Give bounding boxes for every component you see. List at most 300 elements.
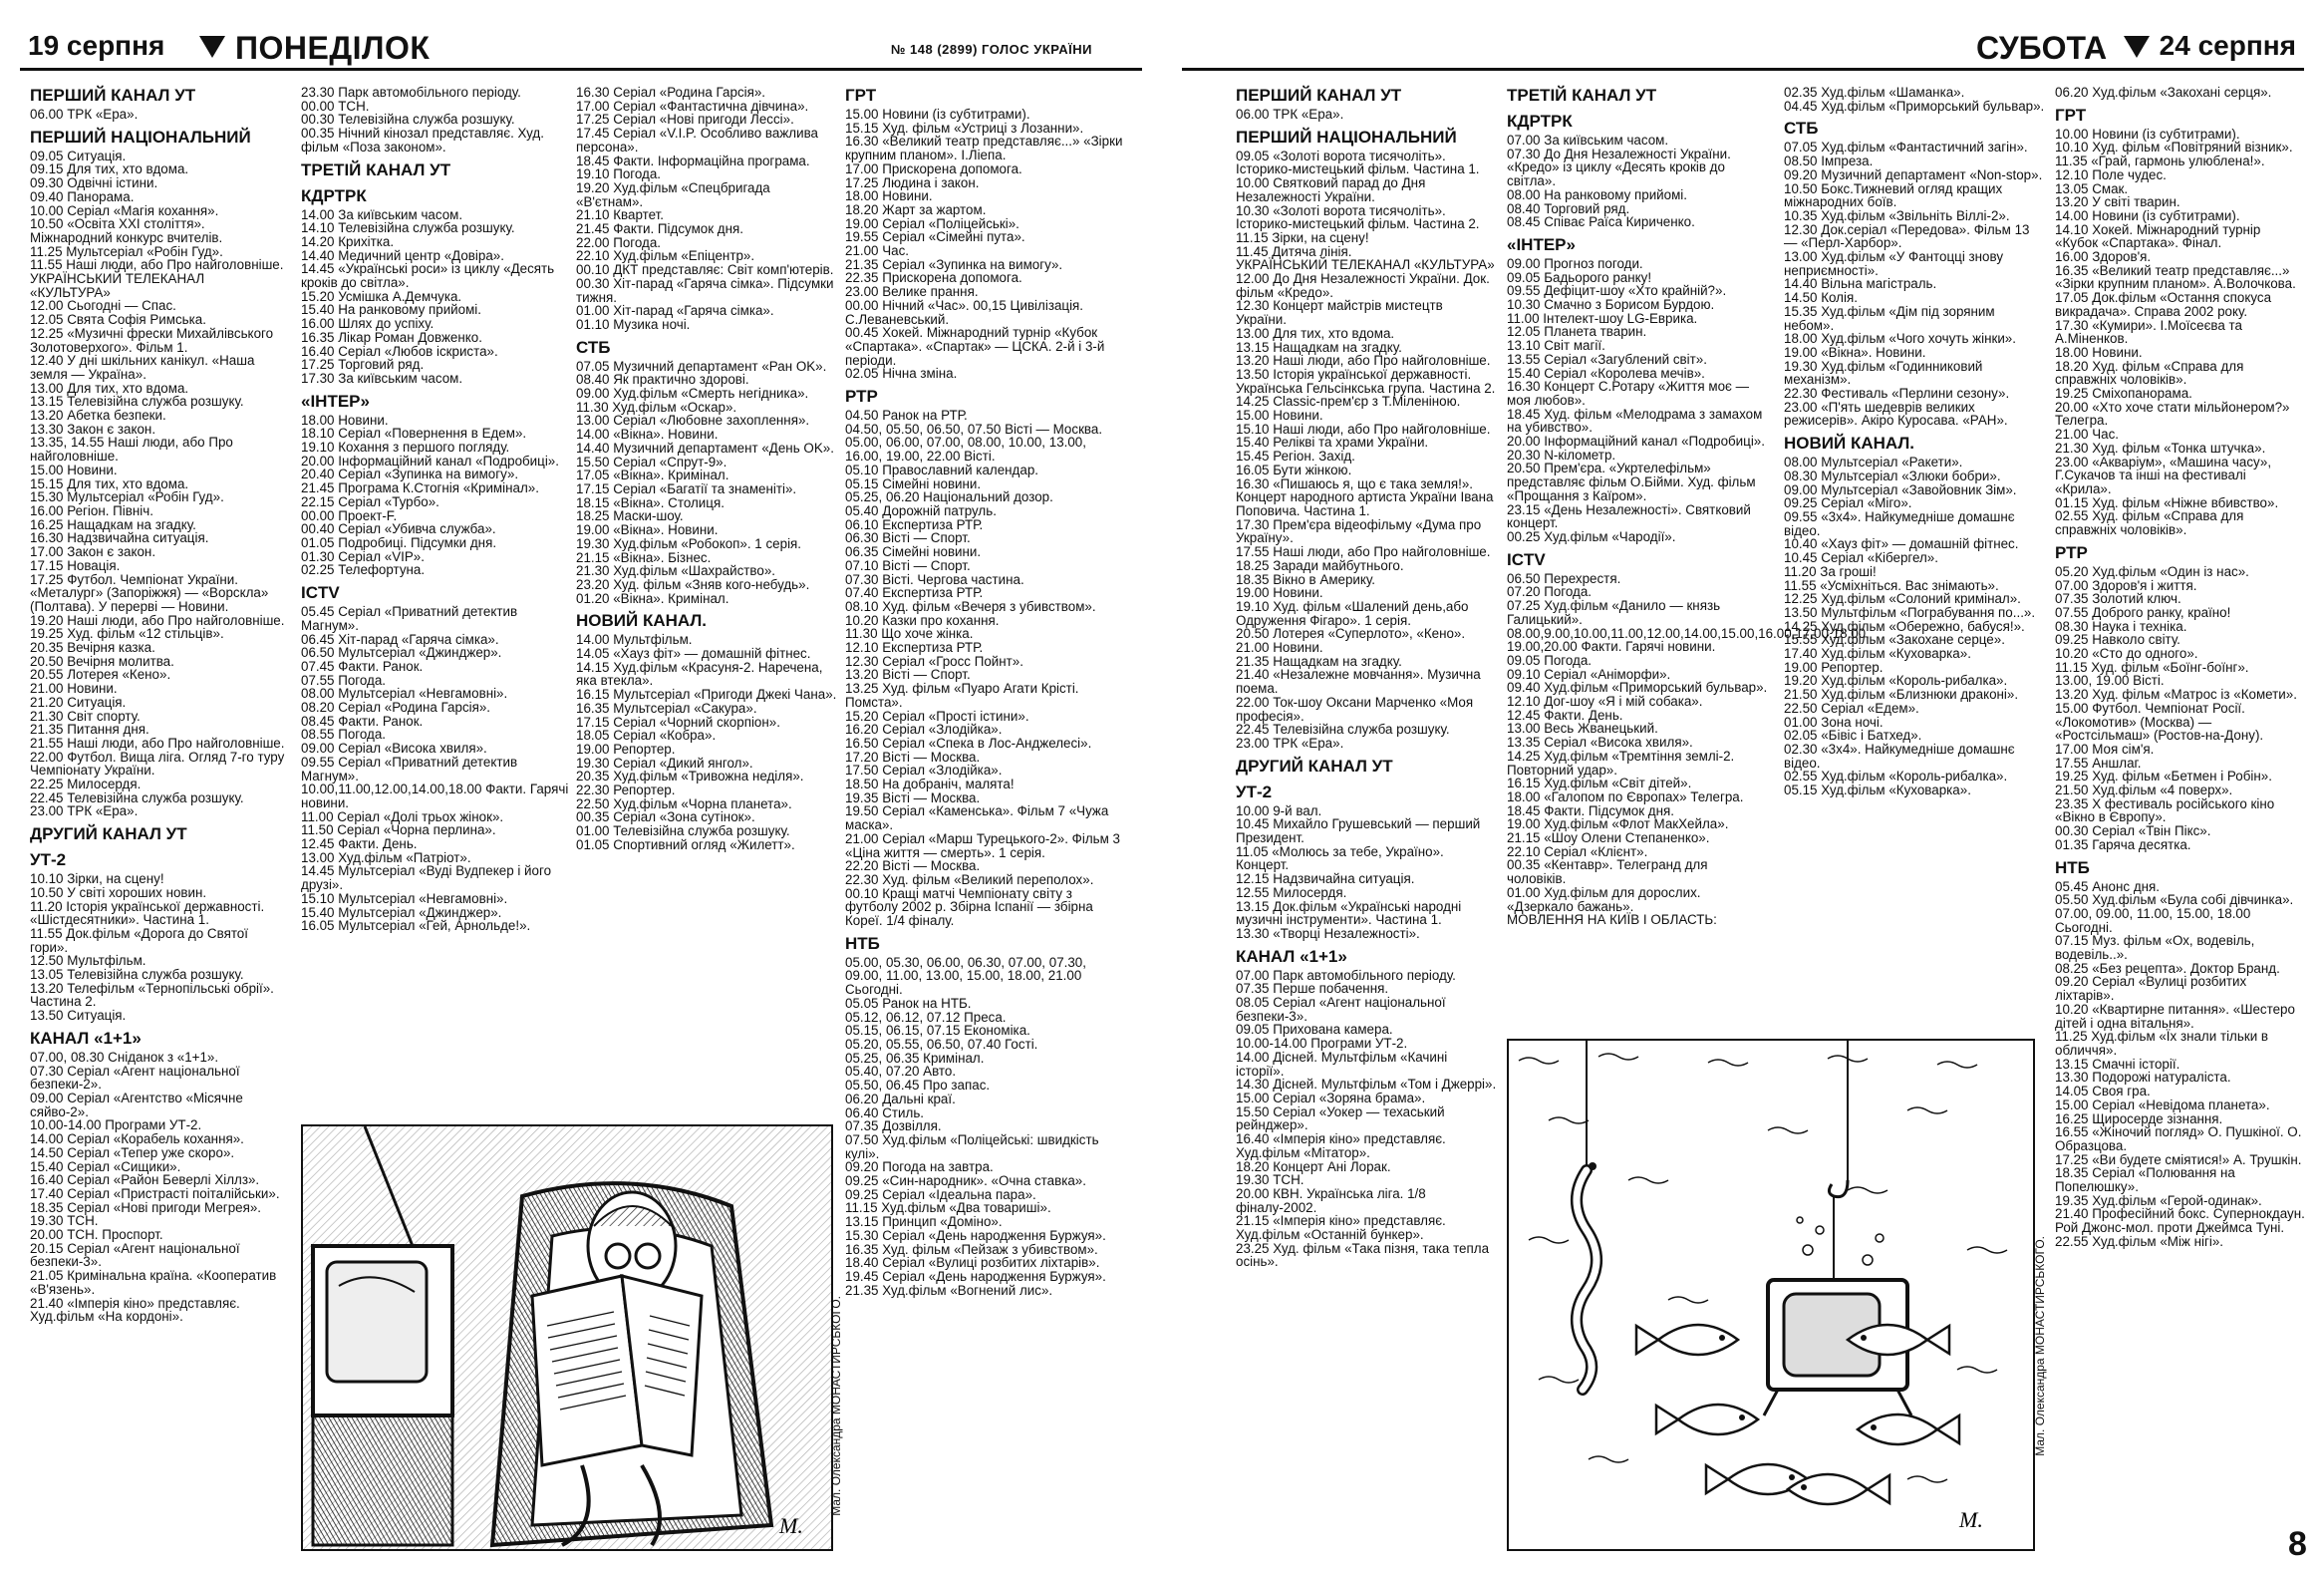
program-entry: 10.00 Серіал «Магія кохання». xyxy=(30,202,219,218)
program-entry: 18.45 Факти. Підсумок дня. xyxy=(1507,802,1674,818)
program-entry: 21.50 Худ.фільм «4 поверх». xyxy=(2055,783,2233,798)
channel-heading: ПЕРШИЙ КАНАЛ УТ xyxy=(1236,86,1402,105)
program-entry: 23.35 Х фестиваль російського кіно «Вікно в Європу». xyxy=(2055,795,2275,825)
channel-heading: СТБ xyxy=(576,337,611,357)
program-entry: 12.05 Свята Софія Римська. xyxy=(30,312,206,328)
program-entry: 16.00 Шлях до успіху. xyxy=(301,316,435,332)
program-entry: 17.15 Новація. xyxy=(30,557,121,573)
program-entry: 17.55 Наші люди, або Про найголовніше. xyxy=(1236,544,1491,560)
program-entry: 22.50 Серіал «Едем». xyxy=(1784,700,1919,716)
program-entry: 16.35 Худ. фільм «Пейзаж з убивством». xyxy=(845,1241,1098,1257)
program-entry: 11.00 Інтелект-шоу LG-Еврика. xyxy=(1507,310,1698,326)
program-entry: 17.15 Серіал «Багатії та знаменіті». xyxy=(576,480,797,496)
program-entry: 05.50 Худ.фільм «Була собі дівчинка». xyxy=(2055,892,2294,908)
program-entry: 14.40 Музичний департамент «День OK». xyxy=(576,440,834,456)
program-entry: 05.40 Дорожній патруль. xyxy=(845,502,997,518)
program-entry: 20.00 Інформаційний канал «Подробиці». xyxy=(301,453,559,469)
channel-heading: ПЕРШИЙ НАЦІОНАЛЬНИЙ xyxy=(30,127,251,147)
program-entry: 00.35 Нічний кінозал представляє. Худ. фільм «Поза законом». xyxy=(301,126,544,155)
program-entry: 19.10 Погода. xyxy=(576,166,662,182)
channel-heading: РТР xyxy=(845,387,878,407)
program-entry: 11.35 «Грай, гармонь улюблена!». xyxy=(2055,154,2265,169)
program-entry: 07.05 Музичний департамент «Ран OK». xyxy=(576,358,827,374)
program-entry: 21.35 Питання дня. xyxy=(30,722,149,738)
program-entry: 17.30 «Кумири». І.Моїсеєва та А.Міненков. xyxy=(2055,317,2242,347)
program-entry: 10.35 Худ.фільм «Звільніть Віллі-2». xyxy=(1784,207,2010,223)
program-entry: 22.10 Серіал «Клієнт». xyxy=(1507,843,1648,859)
program-entry: 16.40 «Імперія кіно» представляє. Худ.фільм «Мітатор». xyxy=(1236,1131,1446,1160)
program-entry: 04.50, 05.50, 06.50, 07.50 Вісті — Москва. xyxy=(845,421,1103,437)
program-entry: 19.55 Серіал «Сімейні пута». xyxy=(845,229,1025,245)
day-left xyxy=(199,30,430,67)
program-entry: 06.20 Дальні краї. xyxy=(845,1091,956,1106)
day-right-label: СУБОТА xyxy=(1976,30,2108,66)
program-entry: 08.25 «Без рецепта». Доктор Бранд. xyxy=(2055,960,2280,976)
program-entry: 15.00 Серіал «Зоряна брама». xyxy=(1236,1091,1426,1105)
program-entry: 05.00, 06.00, 07.00, 08.00, 10.00, 13.00, 16.00, 19.00, 22.00 Вісті. xyxy=(845,435,1086,465)
program-entry: 16.35 Мультсеріал «Сакура». xyxy=(576,700,757,716)
program-entry: 22.30 Репортер. xyxy=(576,783,676,798)
program-entry: 17.05 Док.фільм «Остання спокуса викрадача». Справа 2002 року. xyxy=(2055,290,2272,319)
program-entry: 21.30 Худ.фільм «Шахрайство». xyxy=(576,563,776,579)
program-entry: 00.10 Кращі матчі Чемпіонату світу з футболу 2002 р. Збірна Іспанії — збірна Кореї. 1/4 фіналу. xyxy=(845,885,1093,929)
program-entry: 21.10 Квартет. xyxy=(576,207,664,223)
program-entry: 09.00 Серіал «Агентство «Місячне сяйво-2». xyxy=(30,1091,243,1119)
program-entry: 06.20 Худ.фільм «Закохані серця». xyxy=(2055,85,2272,100)
program-entry: 18.45 Факти. Інформаційна програма. xyxy=(576,153,810,168)
day-left-label: ПОНЕДІЛОК xyxy=(235,30,431,66)
program-entry: 01.00 Зона ночі. xyxy=(1784,714,1884,730)
program-entry: 09.00 Прогноз погоди. xyxy=(1507,255,1643,271)
program-entry: 08.30 Наука і техніка. xyxy=(2055,618,2187,634)
program-entry: 18.00 Новини. xyxy=(301,412,389,428)
program-entry: 23.15 «День Незалежності». Святковий концерт. xyxy=(1507,501,1751,531)
program-entry: 01.20 «Вікна». Кримінал. xyxy=(576,590,729,606)
program-entry: 05.20 Худ.фільм «Один із нас». xyxy=(2055,563,2249,579)
program-entry: 16.30 Концерт С.Ротару «Життя моє — моя любов». xyxy=(1507,379,1749,408)
program-entry: 01.00 Телевізійна служба розшуку. xyxy=(576,823,790,839)
program-entry: 13.20 Вісті — Спорт. xyxy=(845,667,971,683)
program-entry: 11.15 Худ.фільм «Два товариші». xyxy=(845,1200,1051,1216)
program-entry: 14.15 Худ.фільм «Красуня-2. Наречена, яка втекла». xyxy=(576,659,823,689)
channel-heading: ТРЕТІЙ КАНАЛ УТ xyxy=(1507,86,1657,105)
program-entry: 23.20 Худ. фільм «Зняв кого-небудь». xyxy=(576,576,810,592)
program-entry: 09.05 Погода. xyxy=(1507,652,1593,668)
program-entry: 19.25 Сміхопанорама. xyxy=(2055,386,2192,402)
program-entry: 07.35 Перше побачення. xyxy=(1236,981,1389,997)
channel-heading: КДРТРК xyxy=(301,185,367,205)
program-entry: 09.25 Навколо світу. xyxy=(2055,632,2180,648)
program-entry: 13.35 Серіал «Висока хвиля». xyxy=(1507,735,1693,751)
program-entry: 19.25 Худ. фільм «12 стільців». xyxy=(30,626,224,642)
program-entry: 22.10 Худ.фільм «Епіцентр». xyxy=(576,248,755,264)
program-entry: 18.35 Серіал «Полювання на Попелюшку». xyxy=(2055,1165,2235,1195)
program-entry: 19.00 Новини. xyxy=(1236,585,1323,601)
channel-heading: ТРЕТІЙ КАНАЛ УТ xyxy=(301,159,451,179)
program-entry: 23.00 Велике прання. xyxy=(845,284,979,300)
program-entry: 00.30 Хіт-парад «Гаряча сімка». Підсумки тижня. xyxy=(576,275,834,305)
program-entry: 13.15 Нащадкам на згадку. xyxy=(1236,339,1402,355)
program-entry: 19.30 ТСН. xyxy=(1236,1172,1305,1188)
right-masthead xyxy=(1182,28,2304,71)
program-entry: 21.35 Серіал «Зупинка на вимогу». xyxy=(845,256,1063,272)
program-entry: 14.00 Дісней. Мультфільм «Качині історії». xyxy=(1236,1049,1448,1079)
program-entry: 00.35 «Кентавр». Телегранд для чоловіків. xyxy=(1507,857,1708,887)
program-entry: 16.05 Бути жінкою. xyxy=(1236,462,1352,477)
program-entry: 13.00 Серіал «Любовне захоплення». xyxy=(576,413,810,429)
program-entry: 17.00 Закон є закон. xyxy=(30,544,156,560)
program-entry: 16.15 Мультсеріал «Пригоди Джекі Чана». xyxy=(576,687,837,703)
program-entry: 19.10 Кохання з першого погляду. xyxy=(301,440,510,456)
program-entry: 08.00,9.00,10.00,11.00,12.00,14.00,15.00,16.00,17.00,18.00, 19.00,20.00 Факти. Гарячі новини. xyxy=(1507,625,1870,655)
program-entry: 19.10 Худ. фільм «Шалений день,або Одруження Фігаро». 1 серія. xyxy=(1236,598,1469,628)
program-entry: 09.00 Худ.фільм «Смерть негідника». xyxy=(576,386,809,402)
program-entry: 14.05 Своя гра. xyxy=(2055,1084,2151,1099)
signature-left: М. xyxy=(779,1513,803,1538)
program-entry: 07.00, 08.30 Сніданок з «1+1». xyxy=(30,1049,219,1065)
program-entry: 10.10 Зірки, на сцену! xyxy=(30,871,164,887)
program-entry: 09.00 Мультсеріал «Завойовник Зім». xyxy=(1784,481,2017,497)
program-entry: 05.15 Сімейні новини. xyxy=(845,475,982,491)
channel-heading: НОВИЙ КАНАЛ. xyxy=(576,611,708,631)
program-entry: 22.20 Вісті — Москва. xyxy=(845,858,981,874)
program-entry: 18.45 Худ. фільм «Мелодрама з замахом на убивство». xyxy=(1507,406,1763,436)
program-entry: 13.05 Смак. xyxy=(2055,180,2129,196)
program-entry: 12.45 Факти. День. xyxy=(1507,707,1623,723)
program-entry: 17.40 Серіал «Пристрасті поіталійськи». xyxy=(30,1185,280,1201)
program-entry: УКРАЇНСЬКИЙ ТЕЛЕКАНАЛ «КУЛЬТУРА» xyxy=(30,271,205,300)
program-entry: 12.10 Поле чудес. xyxy=(2055,166,2167,182)
channel-heading: НТБ xyxy=(845,933,880,953)
program-entry: 14.45 «Українські роси» із циклу «Десять кроків до світла». xyxy=(301,261,555,291)
paper-issue: № 148 (2899) ГОЛОС УКРАЇНИ xyxy=(890,42,1092,57)
channel-heading: РТР xyxy=(2055,542,2088,562)
cartoon-newspaper-reader xyxy=(301,1124,833,1551)
program-entry: 14.25 Худ.фільм «Тремтіння землі-2. Повторний удар». xyxy=(1507,748,1735,778)
program-entry: 21.35 Нащадкам на згадку. xyxy=(1236,653,1402,669)
program-entry: 17.25 Торговий ряд. xyxy=(301,357,425,373)
tv-column-5 xyxy=(1236,86,1497,1269)
program-entry: 20.00 КВН. Українська ліга. 1/8 фіналу-2002. xyxy=(1236,1185,1426,1215)
program-entry: 16.30 Надзвичайна ситуація. xyxy=(30,530,209,546)
program-entry: 14.00 За київським часом. xyxy=(301,206,463,222)
program-entry: 07.00, 09.00, 11.00, 15.00, 18.00 Сьогодні. xyxy=(2055,905,2251,935)
program-entry: 13.10 Світ магії. xyxy=(1507,338,1605,354)
program-entry: 07.00 Парк автомобільного періоду. xyxy=(1236,967,1456,983)
program-entry: 18.10 Серіал «Повернення в Едем». xyxy=(301,426,527,442)
channel-heading: ICTV xyxy=(1507,549,1546,569)
program-entry: 12.30 Концерт майстрів мистецтв України. xyxy=(1236,298,1443,328)
program-entry: 18.20 Худ. фільм «Справа для справжніх чоловіків». xyxy=(2055,358,2244,388)
program-entry: 15.40 Мультсеріал «Джинджер». xyxy=(301,904,502,920)
program-entry: 21.00 Новини. xyxy=(30,681,118,697)
program-entry: 06.30 Вісті — Спорт. xyxy=(845,530,971,546)
program-entry: 12.50 Мультфільм. xyxy=(30,953,146,969)
signature-right: М. xyxy=(1959,1507,1983,1532)
program-entry: 15.00 Новини (із субтитрами). xyxy=(845,107,1030,122)
program-entry: 12.00 Сьогодні — Спас. xyxy=(30,298,176,314)
program-entry: 05.50, 06.45 Про запас. xyxy=(845,1078,991,1094)
program-entry: 00.45 Хокей. Міжнародний турнір «Кубок «Спартака». «Спартак» — ЦСКА. 2-й і 3-й періоди. xyxy=(845,325,1105,368)
program-entry: 10.50 Бокс.Тижневий огляд кращих міжнародних боїв. xyxy=(1784,180,2003,210)
program-entry: 01.05 Спортивний огляд «Жилетт». xyxy=(576,836,795,852)
program-entry: 11.45 Дитяча лінія. xyxy=(1236,243,1352,259)
program-entry: 18.35 Серіал «Нові пригоди Мегрея». xyxy=(30,1199,262,1215)
program-entry: 21.30 Світ спорту. xyxy=(30,708,141,724)
program-entry: 15.10 Наші люди, або Про найголовніше. xyxy=(1236,421,1491,437)
channel-heading: ДРУГИЙ КАНАЛ УТ xyxy=(30,824,187,844)
page-number: 8 xyxy=(2288,1525,2307,1563)
program-entry: 09.55 «3х4». Найкумедніше домашнє відео. xyxy=(1784,508,2015,538)
program-entry: 10.30 «Золоті ворота тисячоліть». Історико-мистецький фільм. Частина 2. xyxy=(1236,202,1480,232)
program-entry: 16.20 Серіал «Злодійка». xyxy=(845,722,1003,738)
program-entry: 11.30 Що хоче жінка. xyxy=(845,626,974,642)
program-entry: 14.50 Серіал «Тепер уже скоро». xyxy=(30,1144,235,1160)
program-entry: 07.30 Серіал «Агент національної безпеки-2». xyxy=(30,1063,240,1093)
program-entry: 18.35 Вікно в Америку. xyxy=(1236,571,1375,587)
program-entry: 15.40 На ранковому прийомі. xyxy=(301,302,482,318)
program-entry: 05.25, 06.35 Кримінал. xyxy=(845,1050,985,1066)
program-entry: 20.35 Вечірня казка. xyxy=(30,640,155,656)
program-entry: 16.55 «Жіночий погляд» О. Пушкіної. О. Образцова. xyxy=(2055,1124,2302,1153)
tv-column-7 xyxy=(1784,86,2045,797)
program-entry: 22.15 Серіал «Турбо». xyxy=(301,493,439,509)
program-entry: 19.25 Худ. фільм «Бетмен і Робін». xyxy=(2055,769,2272,785)
program-entry: 09.40 Панорама. xyxy=(30,188,135,204)
program-entry: 01.00 Хіт-парад «Гаряча сімка». xyxy=(576,303,774,319)
program-entry: 05.05 Ранок на НТБ. xyxy=(845,995,972,1011)
program-entry: 20.00 ТСН. Проспорт. xyxy=(30,1227,163,1243)
program-entry: 21.45 Факти. Підсумок дня. xyxy=(576,221,743,237)
program-entry: 18.15 «Вікна». Столиця. xyxy=(576,494,725,510)
program-entry: 12.30 Док.серіал «Передова». Фільм 13 — «Перл-Харбор». xyxy=(1784,221,2030,251)
program-entry: 00.40 Серіал «Убивча служба». xyxy=(301,521,496,537)
program-entry: 20.55 Лотерея «Кено». xyxy=(30,667,171,683)
program-entry: 10.10 Худ. фільм «Повітряний візник». xyxy=(2055,140,2293,156)
channel-heading: ГРТ xyxy=(845,86,877,105)
program-entry: 21.40 «Незалежне мовчання». Музична поема. xyxy=(1236,667,1481,697)
program-entry: 21.20 Ситуація. xyxy=(30,694,127,710)
program-entry: 12.05 Планета тварин. xyxy=(1507,324,1647,340)
program-entry: 15.15 Для тих, хто вдома. xyxy=(30,475,189,491)
program-entry: 09.05 Прихована камера. xyxy=(1236,1022,1393,1038)
program-entry: 01.00 Худ.фільм для дорослих. «Дзеркало бажань». xyxy=(1507,884,1701,914)
program-entry: 13.20 Худ. фільм «Матрос із «Комети». xyxy=(2055,687,2297,703)
program-entry: 08.05 Серіал «Агент національної безпеки-3». xyxy=(1236,995,1446,1024)
program-entry: 14.00 Новини (із субтитрами). xyxy=(2055,207,2240,223)
program-entry: 08.55 Погода. xyxy=(301,727,387,743)
program-entry: 08.40 Як практично здорові. xyxy=(576,372,749,388)
program-entry: 00.00 ТСН. xyxy=(301,98,370,114)
program-entry: 06.40 Стиль. xyxy=(845,1104,925,1120)
program-entry: 22.00 Ток-шоу Оксани Марченко «Моя професія». xyxy=(1236,694,1474,724)
program-entry: 07.55 Погода. xyxy=(301,672,387,688)
program-entry: 15.00 Новини. xyxy=(1236,408,1323,424)
program-entry: 00.00 Нічний «Час». 00,15 Цивілізація. С.Леваневський. xyxy=(845,297,1084,327)
program-entry: 07.35 Дозвілля. xyxy=(845,1118,942,1134)
program-entry: 10.45 Михайло Грушевський — перший Президент. xyxy=(1236,816,1481,846)
program-entry: 05.40, 07.20 Авто. xyxy=(845,1064,957,1080)
program-entry: 13.20 Абетка безпеки. xyxy=(30,408,166,424)
program-entry: 19.00 «Вікна». Новини. xyxy=(576,522,719,538)
tv-column-3 xyxy=(576,86,837,852)
program-entry: 16.15 Худ.фільм «Світ дітей». xyxy=(1507,776,1692,791)
program-entry: 17.40 Худ.фільм «Куховарка». xyxy=(1784,646,1971,662)
program-entry: 02.05 Нічна зміна. xyxy=(845,366,958,382)
program-entry: 16.25 Нащадкам на згадку. xyxy=(30,516,196,532)
channel-heading: НОВИЙ КАНАЛ. xyxy=(1784,434,1915,454)
program-entry: 15.20 Серіал «Прості істини». xyxy=(845,708,1029,724)
program-entry: 00.00 Проект-F. xyxy=(301,507,398,523)
tv-column-2 xyxy=(301,86,572,933)
program-entry: 13.05 Телевізійна служба розшуку. xyxy=(30,967,244,983)
program-entry: 06.50 Перехрестя. xyxy=(1507,570,1621,586)
program-entry: 13.00 Для тих, хто вдома. xyxy=(30,380,189,396)
program-entry: 14.00 «Вікна». Новини. xyxy=(576,427,719,443)
program-entry: 21.00 Новини. xyxy=(1236,640,1323,656)
program-entry: 17.25 Футбол. Чемпіонат України. «Металург» (Запоріжжя) — «Ворскла» (Полтава). У перерві — Новини. xyxy=(30,571,269,614)
program-entry: 09.05 «Золоті ворота тисячоліть». Історико-мистецький фільм. Частина 1. xyxy=(1236,148,1480,177)
program-entry: 17.00 Моя сім'я. xyxy=(2055,741,2155,757)
program-entry: 09.05 Бадьорого ранку! xyxy=(1507,269,1652,285)
program-entry: 14.40 Медичний центр «Довіра». xyxy=(301,247,504,263)
program-entry: 17.30 Прем'єра відеофільму «Дума про Україну». xyxy=(1236,516,1482,546)
program-entry: 20.15 Серіал «Агент національної безпеки-3». xyxy=(30,1240,240,1270)
program-entry: 20.50 Лотерея «Суперлото», «Кено». xyxy=(1236,626,1466,642)
program-entry: 19.00 Серіал «Поліцейські». xyxy=(845,215,1019,231)
program-entry: 19.30 Худ.фільм «Годинниковий механізм». xyxy=(1784,358,1983,388)
program-entry: 19.20 Худ.фільм «Спецбригада «В'єтнам». xyxy=(576,179,770,209)
program-entry: 11.55 Наші люди, або Про найголовніше. xyxy=(30,257,284,273)
program-entry: 02.05 «Бівіс і Батхед». xyxy=(1784,728,1922,744)
program-entry: 05.15, 06.15, 07.15 Економіка. xyxy=(845,1023,1030,1039)
cartoon-fish-tv xyxy=(1507,1039,2035,1551)
program-entry: 18.00 «Галопом по Європах» Телегра. xyxy=(1507,788,1744,804)
program-entry: 07.40 Експертиза РТР. xyxy=(845,585,984,601)
program-entry: 22.30 Худ. фільм «Великий переполох». xyxy=(845,871,1094,887)
program-entry: 16.00 Здоров'я. xyxy=(2055,249,2152,265)
program-entry: 22.35 Прискорена допомога. xyxy=(845,270,1022,286)
program-entry: 11.55 «Усміхніться. Вас знімають». xyxy=(1784,577,1999,593)
tv-column-4 xyxy=(845,86,1126,1297)
channel-heading: НТБ xyxy=(2055,857,2090,877)
left-masthead xyxy=(20,28,1142,71)
program-entry: 14.40 Вільна магістраль. xyxy=(1784,276,1937,292)
program-entry: 15.20 Усмішка А.Демчука. xyxy=(301,288,462,304)
program-entry: 07.20 Погода. xyxy=(1507,584,1593,600)
channel-heading: ПЕРШИЙ КАНАЛ УТ xyxy=(30,86,196,105)
program-entry: 19.50 Серіал «Каменська». Фільм 7 «Чужа маска». xyxy=(845,803,1109,833)
program-entry: 06.45 Хіт-парад «Гаряча сімка». xyxy=(301,631,499,647)
program-entry: 08.40 Торговий ряд. xyxy=(1507,200,1630,216)
program-entry: 18.25 Заради майбутнього. xyxy=(1236,557,1404,573)
program-entry: 19.00 Репортер. xyxy=(576,741,676,757)
program-entry: 11.20 За гроші! xyxy=(1784,563,1877,579)
program-entry: 07.45 Факти. Ранок. xyxy=(301,658,424,674)
program-entry: 11.25 Мультсеріал «Робін Гуд». xyxy=(30,243,223,259)
program-entry: 12.40 У дні шкільних канікул. «Наша земля — Україна». xyxy=(30,353,255,382)
program-entry: 02.35 Худ.фільм «Шаманка». xyxy=(1784,85,1965,100)
channel-heading: СТБ xyxy=(1784,119,1819,139)
program-entry: 23.00 ТРК «Ера». xyxy=(1236,735,1344,751)
program-entry: 10.00-14.00 Програми УТ-2. xyxy=(1236,1036,1408,1052)
program-entry: 09.20 Музичний департамент «Non-stop». xyxy=(1784,166,2043,182)
program-entry: 17.20 Вісті — Москва. xyxy=(845,749,981,765)
program-entry: 11.15 Зірки, на сцену! xyxy=(1236,229,1369,245)
program-entry: 07.00 Здоров'я і життя. xyxy=(2055,577,2197,593)
program-entry: 10.00 Святковий парад до Дня Незалежності України. xyxy=(1236,175,1426,204)
program-entry: 19.35 Худ.фільм «Герой-одинак». xyxy=(2055,1192,2262,1208)
program-entry: 17.25 «Ви будете сміятися!» А. Трушкін. xyxy=(2055,1151,2302,1167)
program-entry: 08.45 Факти. Ранок. xyxy=(301,713,424,729)
program-entry: 10.20 «Сто до одного». xyxy=(2055,646,2198,662)
program-entry: 11.30 Худ.фільм «Оскар». xyxy=(576,399,737,415)
program-entry: 23.30 Парк автомобільного періоду. xyxy=(301,85,521,100)
program-entry: 17.25 Людина і закон. xyxy=(845,174,980,190)
program-entry: 09.25 Серіал «Міго». xyxy=(1784,495,1912,511)
program-entry: 11.15 Худ. фільм «Боїнг-боїнг». xyxy=(2055,659,2249,675)
program-entry: 10.50 У світі хороших новин. xyxy=(30,884,207,900)
channel-heading: «ІНТЕР» xyxy=(1507,234,1576,254)
program-entry: 20.00 «Хто хоче стати мільйонером?» Телегра. xyxy=(2055,399,2290,429)
program-entry: 17.30 За київським часом. xyxy=(301,370,463,386)
triangle-down-icon xyxy=(2124,36,2150,58)
newspaper-reader-illustration xyxy=(303,1126,831,1549)
program-entry: 04.50 Ранок на РТР. xyxy=(845,408,968,424)
program-entry: 01.05 Подробиці. Підсумки дня. xyxy=(301,534,497,550)
program-entry: 15.40 Серіал «Сищики». xyxy=(30,1158,181,1174)
program-entry: 22.00 Погода. xyxy=(576,234,662,250)
program-entry: 13.50 Історія української державності. Українська Гельсінкська група. Частина 2. xyxy=(1236,366,1496,396)
fish-tv-illustration xyxy=(1509,1041,2033,1549)
program-entry: 18.05 Серіал «Кобра». xyxy=(576,728,717,744)
program-entry: 16.35 «Великий театр представляє...» «Зірки крупним планом». А.Волочкова. xyxy=(2055,262,2296,292)
program-entry: 15.40 Серіал «Королева мечів». xyxy=(1507,365,1705,381)
program-entry: 21.40 Професійний бокс. Супернокдаун. Рой Джонс-мол. проти Джеймса Туні. xyxy=(2055,1206,2305,1236)
program-entry: 02.25 Телефортуна. xyxy=(301,562,426,578)
program-entry: 19.45 Серіал «День народження Буржуя». xyxy=(845,1268,1106,1284)
program-entry: 07.00 За київським часом. xyxy=(1507,133,1669,148)
program-entry: 13.15 Док.фільм «Українські народні музичні інструменти». Частина 1. xyxy=(1236,898,1462,928)
program-entry: 17.00 Серіал «Фантастична дівчина». xyxy=(576,98,809,114)
program-entry: 16.40 Серіал «Любов іскриста». xyxy=(301,343,498,359)
program-entry: 15.45 Регіон. Захід. xyxy=(1236,449,1355,465)
program-entry: 19.30 Худ.фільм «Робокоп». 1 серія. xyxy=(576,535,802,551)
program-entry: 18.20 Концерт Ані Лорак. xyxy=(1236,1158,1391,1174)
program-entry: 15.15 Худ. фільм «Устриці з Лозанни». xyxy=(845,120,1084,136)
program-entry: 15.00 Новини. xyxy=(30,462,118,477)
program-entry: 14.30 Дісней. Мультфільм «Том і Джеррі». xyxy=(1236,1077,1497,1093)
program-entry: 05.12, 06.12, 07.12 Преса. xyxy=(845,1009,1007,1025)
program-entry: 08.10 Худ. фільм «Вечеря з убивством». xyxy=(845,598,1096,614)
program-entry: 00.10 ДКТ представляє: Світ комп'ютерів. xyxy=(576,262,834,278)
program-entry: 09.05 Ситуація. xyxy=(30,148,127,163)
program-entry: 05.15 Худ.фільм «Куховарка». xyxy=(1784,783,1971,798)
program-entry: 21.00 Серіал «Марш Турецького-2». Фільм 3 «Ціна життя — смерть». 1 серія. xyxy=(845,830,1120,860)
program-entry: 07.30 До Дня Незалежності України. «Кредо» із циклу «Десять кроків до світла». xyxy=(1507,146,1731,189)
program-entry: 19.00 Худ.фільм «Флот МакХейла». xyxy=(1507,816,1729,832)
program-entry: 16.25 Щиросерде зізнання. xyxy=(2055,1110,2223,1126)
program-entry: 12.10 Експертиза РТР. xyxy=(845,640,984,656)
program-entry: 07.05 Худ.фільм «Фантастичний загін». xyxy=(1784,140,2028,156)
program-entry: 14.00 Мультфільм. xyxy=(576,632,693,648)
program-entry: УКРАЇНСЬКИЙ ТЕЛЕКАНАЛ «КУЛЬТУРА» xyxy=(1236,257,1495,273)
program-entry: 13.00 Для тих, хто вдома. xyxy=(1236,325,1395,341)
program-entry: 17.25 Серіал «Нові пригоди Лессі». xyxy=(576,112,794,128)
tv-column-8 xyxy=(2055,86,2306,1249)
program-entry: 05.00, 05.30, 06.00, 06.30, 07.00, 07.30, 09.00, 11.00, 13.00, 15.00, 18.00, 21.00 Сьогодні. xyxy=(845,954,1086,998)
program-entry: 01.30 Серіал «VIP». xyxy=(301,548,425,564)
